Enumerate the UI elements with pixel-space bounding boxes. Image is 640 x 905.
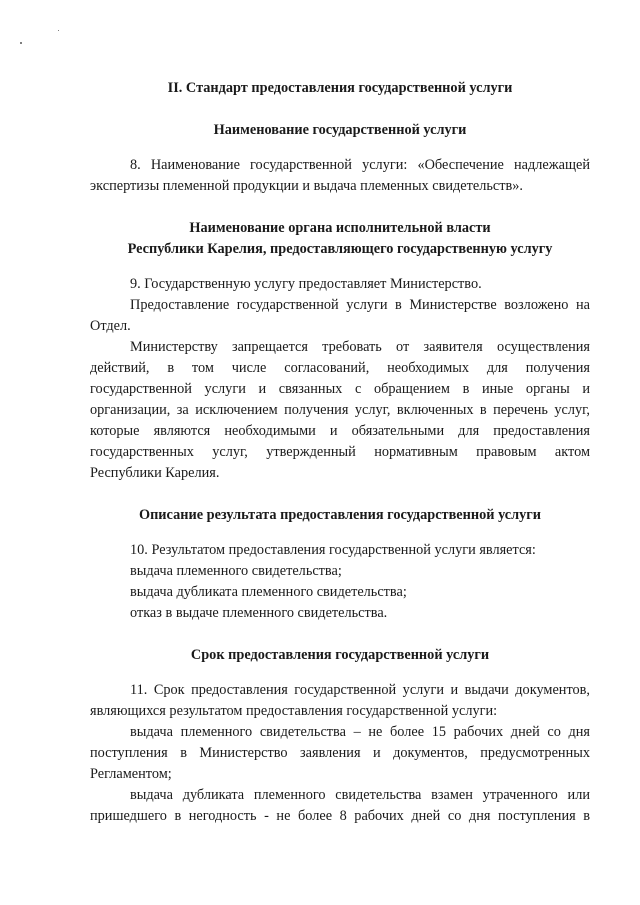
heading-organ-line2: Республики Карелия, предоставляющего государственную услугу (127, 241, 553, 257)
result-item: выдача племенного свидетельства; (130, 563, 342, 579)
paragraph-8: 8. Наименование государственной услуги: «Обеспечение надлежащей экспертизы племенной продукции и выдача племенных свидетельств». (90, 157, 590, 194)
heading-term: Срок предоставления государственной услуги (190, 647, 490, 663)
term-certificate: выдача племенного свидетельства – не более 15 рабочих дней со дня поступления в Министерство заявления и документов, предусмотренных Регламентом; (90, 724, 590, 782)
paragraph-9-prohibition: Министерству запрещается требовать от заявителя осуществления действий, в том числе согласований, необходимых для получения государственной услуги и связанных с обращением в иные органы и организации, за исключением получения услуг, включенных в перечень услуг, которые являются необходимыми и обязательными для предоставления государственных услуг, утвержденный нормативным правовым актом Республики Карелия. (90, 339, 590, 481)
result-item: выдача дубликата племенного свидетельства; (130, 584, 407, 600)
heading-service-name: Наименование государственной услуги (213, 122, 467, 138)
document-body (90, 78, 590, 827)
heading-result: Описание результата предоставления государственной услуги (138, 507, 542, 523)
scan-speck (20, 42, 22, 44)
result-item: отказ в выдаче племенного свидетельства. (130, 605, 388, 621)
paragraph-9: 9. Государственную услугу предоставляет Министерство. (130, 276, 482, 292)
section-title: II. Стандарт предоставления государственной услуги (167, 80, 513, 96)
heading-organ-line1: Наименование органа исполнительной власти (189, 220, 491, 236)
term-duplicate: выдача дубликата племенного свидетельства взамен утраченного или пришедшего в негодность - не более 8 рабочих дней со дня поступления в (90, 787, 590, 824)
scan-speck (58, 30, 59, 31)
paragraph-9-assignment: Предоставление государственной услуги в Министерстве возложено на Отдел. (90, 297, 590, 334)
paragraph-10: 10. Результатом предоставления государственной услуги является: (130, 542, 536, 558)
paragraph-11: 11. Срок предоставления государственной услуги и выдачи документов, являющихся результатом предоставления государственной услуги: (90, 682, 590, 719)
